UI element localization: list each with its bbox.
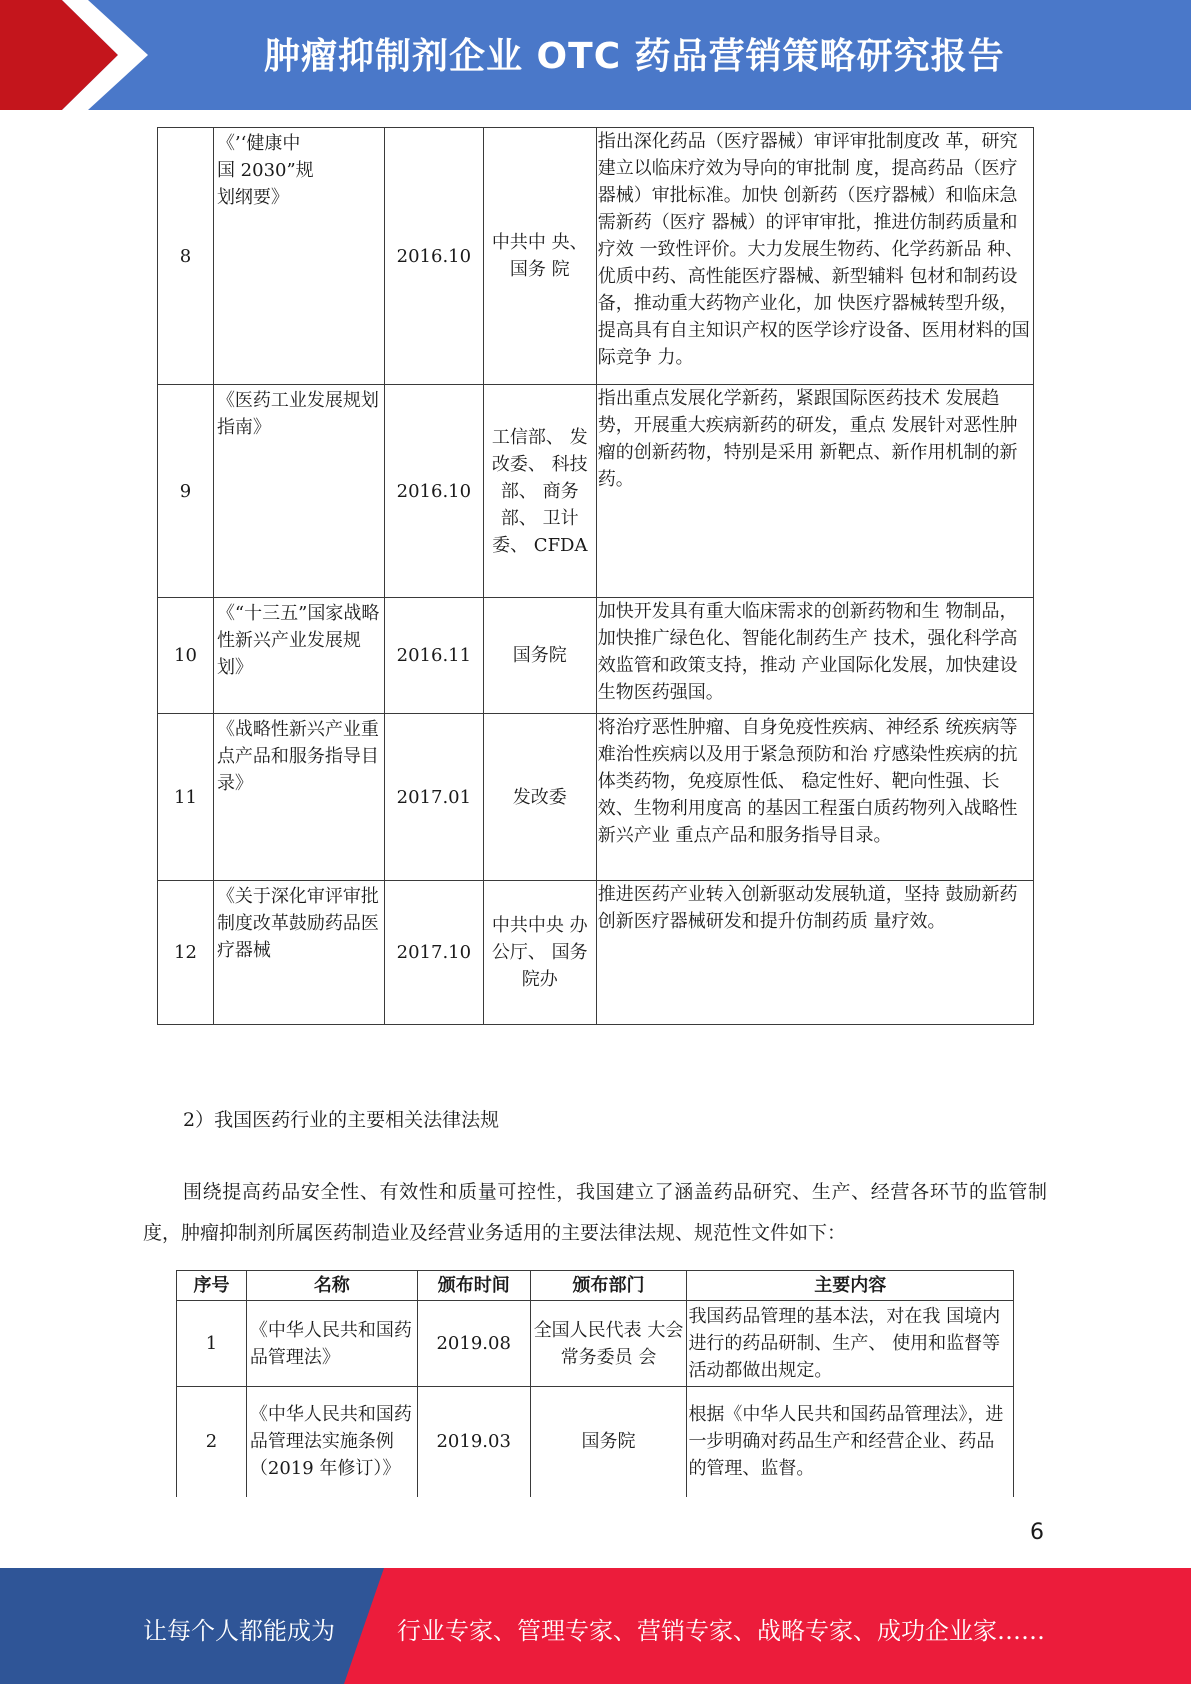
issue-date: 2017.10: [384, 881, 483, 1025]
policy-name: 《’‘健康中国 2030”规划纲要》: [213, 128, 384, 385]
row-number: 1: [177, 1301, 247, 1387]
policy-table: [157, 127, 1034, 1025]
table-row: [158, 385, 1034, 598]
table-row: [177, 1387, 1014, 1497]
issue-date: 2016.11: [384, 598, 483, 714]
table-header-row: [177, 1271, 1014, 1301]
policy-content: 加快开发具有重大临床需求的创新药物和生 物制品，加快推广绿色化、智能化制药生产 技术，强化科学高效监管和政策支持，推动 产业国际化发展，加快建设生物医药强国。: [596, 598, 1033, 714]
report-title: 肿瘤抑制剂企业 OTC 药品营销策略研究报告: [264, 36, 1005, 77]
law-content: 我国药品管理的基本法，对在我 国境内进行的药品研制、生产、 使用和监督等活动都做出规定。: [687, 1301, 1014, 1387]
footer-slogan-right: 行业专家、管理专家、营销专家、战略专家、成功企业家……: [397, 1617, 1045, 1645]
law-table: [176, 1270, 1014, 1497]
issuing-department: 全国人民代表 大会常务委员 会: [530, 1301, 687, 1387]
table-row: [158, 598, 1034, 714]
issue-date: 2016.10: [384, 385, 483, 598]
policy-content: 将治疗恶性肿瘤、自身免疫性疾病、神经系 统疾病等难治性疾病以及用于紧急预防和治 疗感染性疾病的抗体类药物，免疫原性低、 稳定性好、靶向性强、长效、生物利用度高 的基因工程蛋白质药物列入战略性新兴产业 重点产品和服务指导目录。: [596, 714, 1033, 881]
table-row: [158, 714, 1034, 881]
column-header: 颁布时间: [417, 1271, 530, 1301]
issuing-department: 国务院: [530, 1387, 687, 1497]
policy-name: 《“十三五”国家战略性新兴产业发展规划》: [213, 598, 384, 714]
policy-content: 推进医药产业转入创新驱动发展轨道，坚持 鼓励新药创新医疗器械研发和提升仿制药质 量疗效。: [596, 881, 1033, 1025]
column-header: 序号: [177, 1271, 247, 1301]
issuing-department: 工信部、 发改委、 科技部、 商务部、 卫计委、 CFDA: [483, 385, 596, 598]
issuing-department: 中共中央 办公厅、 国务院办: [483, 881, 596, 1025]
row-number: 9: [158, 385, 214, 598]
row-number: 10: [158, 598, 214, 714]
footer-slogan-left: 让每个人都能成为: [143, 1617, 335, 1645]
issue-date: 2017.01: [384, 714, 483, 881]
table-row: [158, 128, 1034, 385]
table-row: [177, 1301, 1014, 1387]
law-name: 《中华人民共和国药品管理法》: [246, 1301, 417, 1387]
row-number: 2: [177, 1387, 247, 1497]
page-header: [0, 0, 1191, 110]
policy-content: 指出深化药品（医疗器械）审评审批制度改 革，研究建立以临床疗效为导向的审批制 度，提高药品（医疗器械）审批标准。加快 创新药（医疗器械）和临床急需新药（医疗 器械）的评审审批，推进仿制药质量和疗效 一致性评价。大力发展生物药、化学药新品 种、优质中药、高性能医疗器械、新型辅料 包材和制药设备，推动重大药物产业化，加 快医疗器械转型升级，提高具有自主知识产权的医学诊疗设备、医用材料的国际竞争 力。: [596, 128, 1033, 385]
law-name: 《中华人民共和国药品管理法实施条例（2019 年修订）》: [246, 1387, 417, 1497]
row-number: 12: [158, 881, 214, 1025]
law-content: 根据《中华人民共和国药品管理法》，进一步明确对药品生产和经营企业、药品的管理、监督。: [687, 1387, 1014, 1497]
row-number: 11: [158, 714, 214, 881]
issue-date: 2016.10: [384, 128, 483, 385]
issue-date: 2019.03: [417, 1387, 530, 1497]
column-header: 名称: [246, 1271, 417, 1301]
section-paragraph: 围绕提高药品安全性、有效性和质量可控性，我国建立了涵盖药品研究、生产、经营各环节的监管制度，肿瘤抑制剂所属医药制造业及经营业务适用的主要法律法规、规范性文件如下：: [143, 1181, 1047, 1244]
policy-name: 《战略性新兴产业重点产品和服务指导目录》: [213, 714, 384, 881]
column-header: 主要内容: [687, 1271, 1014, 1301]
section-heading: 2）我国医药行业的主要相关法律法规: [183, 1109, 500, 1131]
page-footer: [0, 1568, 1191, 1684]
issue-date: 2019.08: [417, 1301, 530, 1387]
issuing-department: 中共中 央、国务 院: [483, 128, 596, 385]
issuing-department: 国务院: [483, 598, 596, 714]
issuing-department: 发改委: [483, 714, 596, 881]
page-number: 6: [1030, 1520, 1044, 1545]
table-row: [158, 881, 1034, 1025]
row-number: 8: [158, 128, 214, 385]
policy-name: 《关于深化审评审批制度改革鼓励药品医疗器械: [213, 881, 384, 1025]
policy-content: 指出重点发展化学新药，紧跟国际医药技术 发展趋势，开展重大疾病新药的研发，重点 发展针对恶性肿瘤的创新药物，特别是采用 新靶点、新作用机制的新药。: [596, 385, 1033, 598]
policy-name: 《医药工业发展规划指南》: [213, 385, 384, 598]
column-header: 颁布部门: [530, 1271, 687, 1301]
